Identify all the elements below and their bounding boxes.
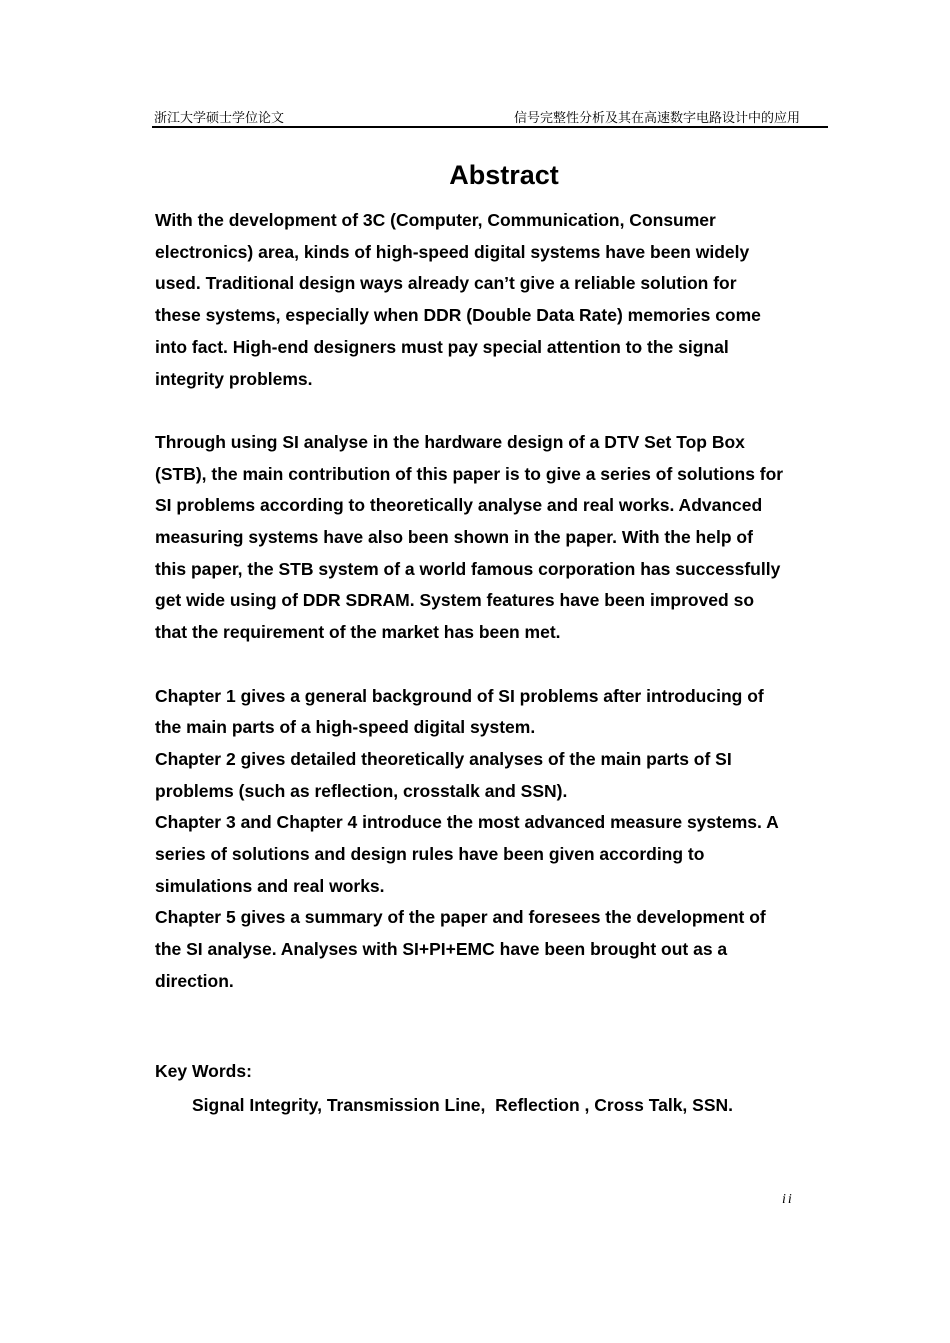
text-line: simulations and real works.: [155, 875, 385, 896]
text-line: Through using SI analyse in the hardware design of a DTV Set Top Box: [155, 431, 745, 452]
text-line: (STB), the main contribution of this paper is to give a series of solutions for: [155, 463, 784, 484]
text-line: electronics) area, kinds of high-speed digital systems have been widely: [155, 241, 750, 262]
text-line: Chapter 5 gives a summary of the paper and foresees the development of: [155, 907, 766, 928]
keywords-list: Signal Integrity, Transmission Line, Reflection , Cross Talk, SSN.: [192, 1095, 734, 1115]
running-header: [152, 104, 828, 128]
text-line: Chapter 3 and Chapter 4 introduce the most advanced measure systems. A: [155, 812, 779, 833]
text-line: integrity problems.: [155, 368, 313, 389]
text-line: SI problems according to theoretically analyse and real works. Advanced: [155, 495, 763, 516]
text-line: measuring systems have also been shown in the paper. With the help of: [155, 527, 753, 548]
text-line: into fact. High-end designers must pay special attention to the signal: [155, 336, 729, 357]
text-line: Chapter 1 gives a general background of SI problems after introducing of: [155, 685, 764, 706]
text-line: used. Traditional design ways already can’t give a reliable solution for: [155, 273, 737, 294]
text-line: the SI analyse. Analyses with SI+PI+EMC have been brought out as a: [155, 939, 728, 960]
page-title: Abstract: [449, 160, 559, 190]
text-line: problems (such as reflection, crosstalk and SSN).: [155, 780, 568, 801]
keywords-label: Key Words:: [155, 1061, 252, 1081]
text-line: that the requirement of the market has been met.: [155, 622, 561, 643]
abstract-paragraph: [155, 427, 835, 649]
text-line: get wide using of DDR SDRAM. System features have been improved so: [155, 590, 755, 611]
text-line: Chapter 2 gives detailed theoretically analyses of the main parts of SI: [155, 748, 732, 769]
text-line: series of solutions and design rules have been given according to: [155, 844, 705, 865]
text-line: direction.: [155, 970, 234, 991]
text-line: these systems, especially when DDR (Double Data Rate) memories come: [155, 305, 761, 326]
header-university-title: 浙江大学硕士学位论文: [154, 111, 285, 126]
abstract-body: [155, 205, 835, 998]
page-number: ii: [782, 1192, 794, 1207]
text-line: the main parts of a high-speed digital system.: [155, 717, 536, 738]
text-line: With the development of 3C (Computer, Communication, Consumer: [155, 210, 716, 230]
header-thesis-title: 信号完整性分析及其在高速数字电路设计中的应用: [513, 111, 800, 126]
text-line: this paper, the STB system of a world famous corporation has successfully: [155, 558, 781, 579]
abstract-paragraph: [155, 205, 835, 395]
abstract-paragraph: [155, 681, 835, 998]
